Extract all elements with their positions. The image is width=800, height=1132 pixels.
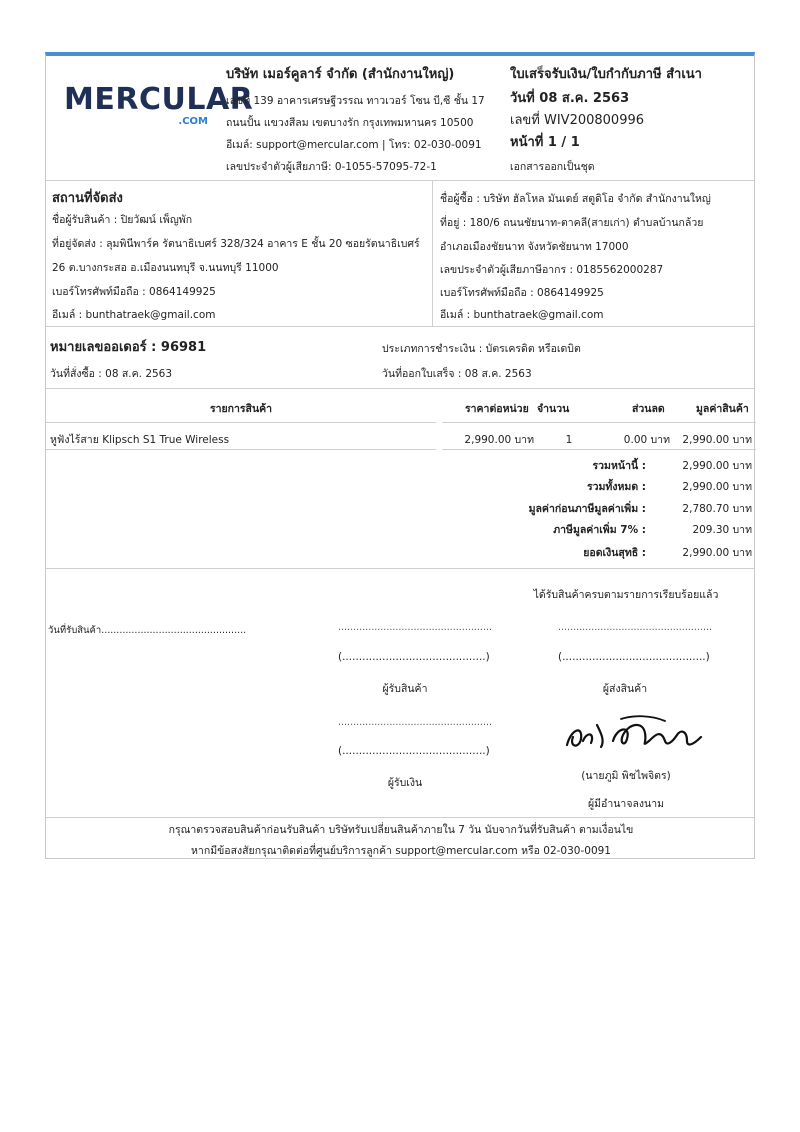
col-header-discount: ส่วนลด (632, 403, 665, 415)
company-tax-id: เลขประจำตัวผู้เสียภาษี: 0-1055-57095-72-1 (226, 161, 437, 173)
col-header-unit-price: ราคาต่อหน่วย (465, 403, 529, 415)
company-address-2: ถนนปั้น แขวงสีลม เขตบางรัก กรุงเทพมหานคร 10500 (226, 117, 474, 129)
total-page-value: 2,990.00 บาท (682, 460, 752, 472)
receive-date-field: วันที่รับสินค้า................................................ (48, 625, 247, 636)
divider (46, 326, 754, 327)
divider (46, 180, 754, 181)
buyer-name: ชื่อผู้ซื้อ : บริษัท ฮัลโหล มันเดย์ สตูดิโอ จำกัด สำนักงานใหญ่ (440, 193, 711, 205)
authorized-label: ผู้มีอำนาจลงนาม (587, 798, 665, 810)
buyer-tax-id: เลขประจำตัวผู้เสียภาษีอากร : 0185562000287 (440, 264, 664, 276)
shipping-heading: สถานที่จัดส่ง (52, 191, 123, 206)
item-unit-price: 2,990.00 บาท (464, 434, 534, 446)
divider (46, 817, 754, 818)
net-total-value: 2,990.00 บาท (682, 547, 752, 559)
item-qty: 1 (565, 434, 573, 446)
buyer-phone: เบอร์โทรศัพท์มือถือ : 0864149925 (440, 287, 604, 299)
mercular-logo (64, 82, 254, 128)
buyer-address-2: อำเภอเมืองชัยนาท จังหวัดชัยนาท 17000 (440, 241, 629, 253)
company-contact: อีเมล์: support@mercular.com | โทร: 02-030-0091 (226, 139, 482, 151)
logo-wordmark: MERCULAR (64, 82, 254, 117)
divider (432, 180, 433, 326)
company-address-1: เลขที่ 139 อาคารเศรษฐีวรรณ ทาวเวอร์ โซน บี,ซี ชั้น 17 (226, 95, 485, 107)
vat-label: ภาษีมูลค่าเพิ่ม 7% : (553, 524, 646, 536)
footer-line-1: กรุณาตรวจสอบสินค้าก่อนรับสินค้า บริษัทรับเปลี่ยนสินค้าภายใน 7 วัน นับจากวันที่รับสินค้า ตามเงื่อนไข (168, 824, 634, 836)
payee-sign-line: ................................................... (338, 717, 493, 728)
sender-sign-line: ................................................... (558, 622, 713, 633)
logo-domain: .COM (178, 116, 208, 127)
item-discount: 0.00 บาท (623, 434, 670, 446)
order-date: วันที่สั่งซื้อ : 08 ส.ค. 2563 (50, 368, 173, 380)
document-number: เลขที่ WIV200800996 (510, 113, 645, 128)
divider (442, 422, 756, 423)
buyer-address-1: ที่อยู่ : 180/6 ถนนชัยนาท-ตาคลี(สายเก่า) ตำบลบ้านกล้วย (440, 217, 704, 229)
pre-vat-label: มูลค่าก่อนภาษีมูลค่าเพิ่ม : (528, 503, 646, 515)
receipt-date: วันที่ออกใบเสร็จ : 08 ส.ค. 2563 (382, 368, 532, 380)
sender-name-blank: (...........................................) (558, 651, 710, 663)
authorized-name: (นายภูมิ พิชไพจิตร) (581, 770, 671, 782)
document-date: วันที่ 08 ส.ค. 2563 (510, 91, 630, 106)
item-amount: 2,990.00 บาท (682, 434, 752, 446)
item-name: หูฟังไร้สาย Klipsch S1 True Wireless (50, 434, 230, 446)
total-all-label: รวมทั้งหมด : (586, 481, 646, 493)
col-header-amount: มูลค่าสินค้า (696, 403, 749, 415)
divider (442, 449, 756, 450)
net-total-label: ยอดเงินสุทธิ : (583, 547, 646, 559)
footer-line-2: หากมีข้อสงสัยกรุณาติดต่อที่ศูนย์บริการลูกค้า support@mercular.com หรือ 02-030-0091 (191, 845, 611, 857)
receiver-label: ผู้รับสินค้า (382, 683, 428, 695)
shipping-address-2: 26 ต.บางกระสอ อ.เมืองนนทบุรี จ.นนทบุรี 11000 (52, 262, 279, 274)
divider (46, 388, 754, 389)
divider (46, 568, 754, 569)
shipping-phone: เบอร์โทรศัพท์มือถือ : 0864149925 (52, 286, 216, 298)
payee-name-blank: (...........................................) (338, 745, 490, 757)
receiver-name-blank: (...........................................) (338, 651, 490, 663)
total-page-label: รวมหน้านี้ : (592, 460, 646, 472)
buyer-email: อีเมล์ : bunthatraek@gmail.com (440, 309, 604, 321)
received-complete-text: ได้รับสินค้าครบตามรายการเรียบร้อยแล้ว (533, 589, 719, 601)
document-page: หน้าที่ 1 / 1 (510, 135, 580, 150)
divider (46, 422, 436, 423)
pre-vat-value: 2,780.70 บาท (682, 503, 752, 515)
payee-label: ผู้รับเงิน (387, 777, 423, 789)
sender-label: ผู้ส่งสินค้า (602, 683, 648, 695)
receiver-sign-line: ................................................... (338, 622, 493, 633)
vat-value: 209.30 บาท (692, 524, 752, 536)
order-number: หมายเลขออเดอร์ : 96981 (50, 340, 207, 355)
shipping-email: อีเมล์ : bunthatraek@gmail.com (52, 309, 216, 321)
authorized-signature (561, 711, 711, 755)
total-all-value: 2,990.00 บาท (682, 481, 752, 493)
shipping-receiver: ชื่อผู้รับสินค้า : ปิยวัฒน์ เพ็ญพัก (52, 214, 193, 226)
receipt-document (45, 52, 755, 859)
col-header-qty: จำนวน (537, 403, 570, 415)
payment-type: ประเภทการชำระเงิน : บัตรเครดิต หรือเดบิต (382, 343, 581, 355)
divider (46, 449, 436, 450)
col-header-item: รายการสินค้า (209, 403, 273, 415)
shipping-address-1: ที่อยู่จัดส่ง : ลุมพินีพาร์ค รัตนาธิเบศร์ 328/324 อาคาร E ชั้น 20 ซอยรัตนาธิเบศร์ (52, 238, 420, 250)
company-name: บริษัท เมอร์คูลาร์ จำกัด (สำนักงานใหญ่) (226, 67, 455, 82)
document-title: ใบเสร็จรับเงิน/ใบกำกับภาษี สำเนา (510, 67, 702, 82)
document-note: เอกสารออกเป็นชุด (510, 161, 595, 173)
